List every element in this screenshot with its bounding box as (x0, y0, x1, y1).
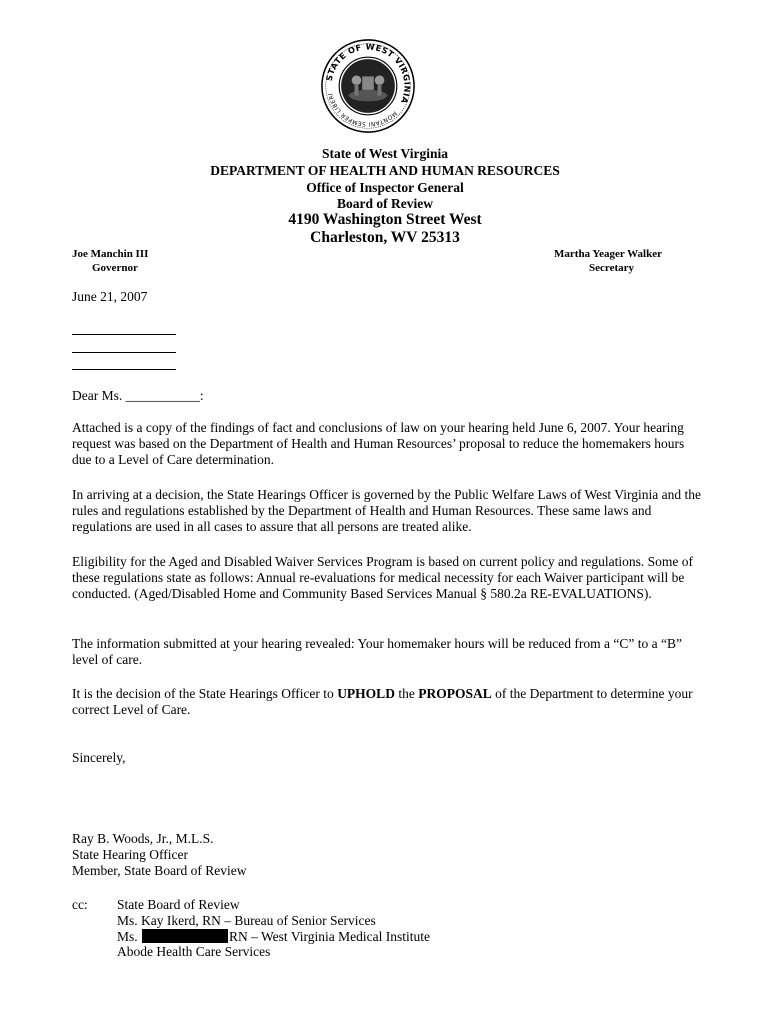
cc-item: Abode Health Care Services (117, 944, 271, 960)
header-city: Charleston, WV 25313 (310, 229, 460, 246)
paragraph-laws: In arriving at a decision, the State Hearings Officer is governed by the Public Welfare Laws of West Virginia and the rules and regulations established by the Department of Health and Human Resources. These same laws and regulations are used in all cases to assure that all persons are treated alike. (72, 487, 701, 534)
cc-item: State Board of Review (117, 897, 240, 912)
decision-text: It is the decision of the State Hearings Officer to (72, 686, 338, 701)
secretary-title: Secretary (589, 262, 634, 274)
paragraph-decision (72, 686, 702, 718)
signer-title: State Hearing Officer (72, 846, 188, 862)
signer-name: Ray B. Woods, Jr., M.L.S. (72, 831, 214, 846)
closing: Sincerely, (72, 750, 126, 765)
cc-item: Ms. Kay Ikerd, RN – Bureau of Senior Services (117, 912, 376, 928)
decision-uphold: UPHOLD (337, 686, 395, 701)
cc-label: cc: (72, 897, 88, 912)
cc-item-prefix: Ms. (117, 928, 138, 944)
decision-text: the (394, 686, 419, 701)
decision-text: of the Department to determine your correct Level of Care. (72, 686, 693, 717)
signer-role: Member, State Board of Review (72, 862, 247, 878)
cc-item (117, 929, 430, 945)
salutation: Dear Ms. ___________: (72, 388, 204, 403)
paragraph-findings: The information submitted at your hearing revealed: Your homemaker hours will be reduced from a “C” to a “B” level of care. (72, 636, 682, 667)
redacted-name-block (142, 929, 228, 943)
cc-list (117, 897, 430, 960)
header-board: Board of Review (337, 196, 433, 211)
state-seal-logo (320, 38, 416, 134)
governor-name: Joe Manchin III (72, 248, 149, 260)
address-blank-line (72, 334, 176, 335)
decision-proposal: PROPOSAL (418, 686, 492, 701)
address-blank-line (72, 352, 176, 353)
governor-title: Governor (92, 262, 138, 274)
svg-text:STATE OF WEST VIRGINIA: STATE OF WEST VIRGINIA (323, 41, 413, 106)
paragraph-hearing: Attached is a copy of the findings of fact and conclusions of law on your hearing held June 6, 2007. Your hearing request was based on the Department of Health and Human Resources’ proposal to reduce the homemakers hours due to a Level of Care determination. (72, 420, 685, 467)
header-department: DEPARTMENT OF HEALTH AND HUMAN RESOURCES (210, 163, 560, 178)
paragraph-eligibility: Eligibility for the Aged and Disabled Waiver Services Program is based on current policy and regulations. Some of these regulations state as follows: Annual re-evaluations for medical necessity for each Waiver participant will be conducted. (Aged/Disabled Home and Community Based Services Manual § 580.2a RE-EVALUATIONS). (72, 554, 694, 601)
secretary-name: Martha Yeager Walker (554, 248, 662, 260)
secretary-block (554, 247, 662, 275)
header-office: Office of Inspector General (306, 180, 464, 195)
svg-text:MONTANI SEMPER LIBERI: MONTANI SEMPER LIBERI (328, 92, 398, 127)
header-state: State of West Virginia (321, 146, 449, 161)
governor-block (72, 247, 148, 275)
header-street: 4190 Washington Street West (288, 211, 482, 228)
signature-block (72, 831, 702, 878)
letter-date: June 21, 2007 (72, 289, 148, 304)
address-blank-line (72, 369, 176, 370)
cc-item-suffix: RN – West Virginia Medical Institute (229, 928, 430, 944)
